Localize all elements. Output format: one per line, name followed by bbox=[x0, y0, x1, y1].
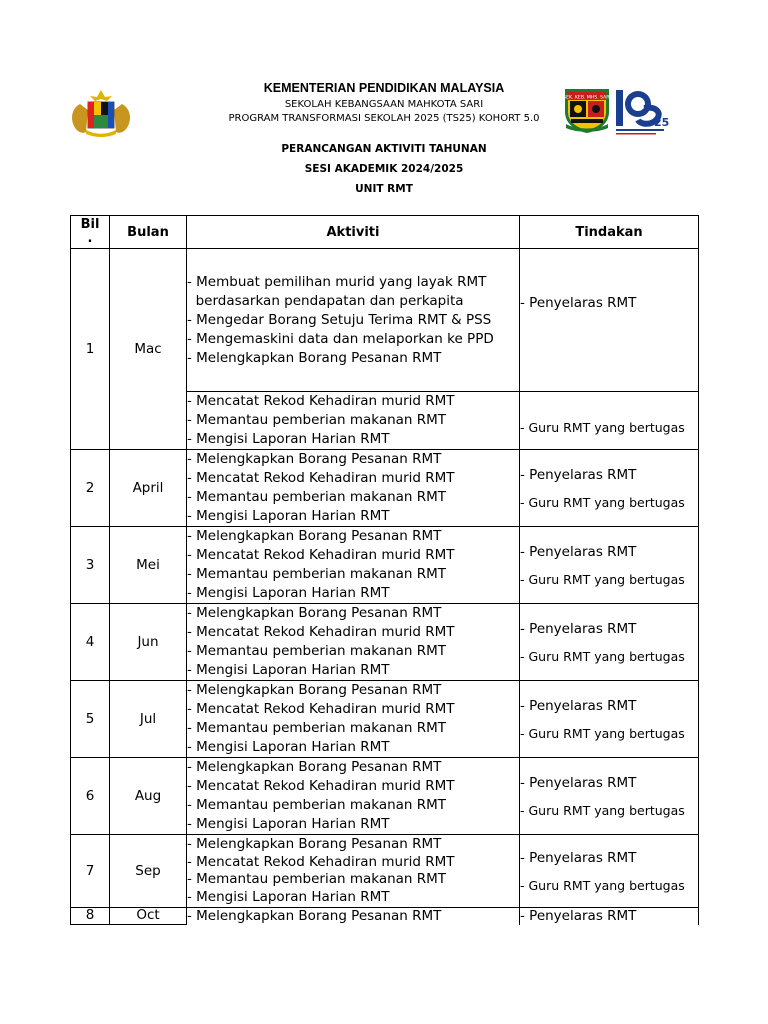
row-month: Mac bbox=[110, 249, 187, 450]
row-activities bbox=[187, 450, 520, 527]
table-row bbox=[71, 249, 699, 392]
table-row bbox=[71, 758, 699, 835]
row-action bbox=[520, 681, 699, 758]
activity-item: - Melengkapkan Borang Pesanan RMT bbox=[187, 836, 442, 852]
row-action bbox=[520, 758, 699, 835]
row-month: Aug bbox=[110, 758, 187, 835]
header-month: Bulan bbox=[110, 216, 187, 249]
program-name: PROGRAM TRANSFORMASI SEKOLAH 2025 (TS25) KOHORT 5.0 bbox=[228, 113, 540, 124]
activity-plan-table bbox=[70, 215, 699, 925]
row-activities bbox=[187, 249, 520, 392]
action-teacher: - Guru RMT yang bertugas bbox=[520, 495, 685, 510]
svg-text:25: 25 bbox=[654, 116, 670, 129]
activity-item: - Melengkapkan Borang Pesanan RMT bbox=[187, 349, 442, 366]
row-no: 8 bbox=[71, 908, 110, 925]
row-no: 3 bbox=[71, 527, 110, 604]
row-no: 1 bbox=[71, 249, 110, 450]
activity-item: - Mengisi Laporan Harian RMT bbox=[187, 508, 390, 524]
plan-title: PERANCANGAN AKTIVITI TAHUNAN bbox=[281, 143, 487, 155]
activity-item: - Mencatat Rekod Kehadiran murid RMT bbox=[187, 624, 455, 640]
activity-item: - Melengkapkan Borang Pesanan RMT bbox=[187, 528, 442, 544]
row-month: Sep bbox=[110, 835, 187, 908]
svg-text:SEK. KEB. MHS. SARI: SEK. KEB. MHS. SARI bbox=[563, 95, 611, 101]
activity-item: - Mengemaskini data dan melaporkan ke PPD bbox=[187, 330, 494, 347]
action-teacher: - Guru RMT yang bertugas bbox=[520, 726, 685, 741]
row-action bbox=[520, 908, 699, 925]
activity-item: - Mencatat Rekod Kehadiran murid RMT bbox=[187, 470, 455, 486]
activity-item: - Memantau pemberian makanan RMT bbox=[187, 720, 447, 736]
row-no: 4 bbox=[71, 604, 110, 681]
row-month: Jul bbox=[110, 681, 187, 758]
ts25-logo bbox=[614, 86, 670, 136]
activity-item: berdasarkan pendapatan dan perkapita bbox=[187, 292, 464, 309]
ministry-title: KEMENTERIAN PENDIDIKAN MALAYSIA bbox=[263, 81, 505, 95]
activity-item: - Mengisi Laporan Harian RMT bbox=[187, 585, 390, 601]
action-teacher: - Guru RMT yang bertugas bbox=[520, 420, 685, 435]
coat-of-arms-logo bbox=[66, 88, 136, 138]
row-action bbox=[520, 450, 699, 527]
activity-item: - Mengisi Laporan Harian RMT bbox=[187, 662, 390, 678]
row-activities bbox=[187, 604, 520, 681]
row-no: 6 bbox=[71, 758, 110, 835]
school-name: SEKOLAH KEBANGSAAN MAHKOTA SARI bbox=[284, 99, 484, 110]
action-teacher: - Guru RMT yang bertugas bbox=[520, 572, 685, 587]
action-coordinator: - Penyelaras RMT bbox=[520, 775, 637, 791]
activity-item: - Memantau pemberian makanan RMT bbox=[187, 566, 447, 582]
action-coordinator: - Penyelaras RMT bbox=[520, 908, 637, 925]
row-action bbox=[520, 249, 699, 392]
row-month: Oct bbox=[110, 908, 187, 925]
action-coordinator: - Penyelaras RMT bbox=[520, 850, 637, 866]
action-coordinator: - Penyelaras RMT bbox=[520, 544, 637, 560]
activity-item: - Mencatat Rekod Kehadiran murid RMT bbox=[187, 701, 455, 717]
activity-item: - Membuat pemilihan murid yang layak RMT bbox=[187, 273, 487, 290]
activity-item: - Melengkapkan Borang Pesanan RMT bbox=[187, 682, 442, 698]
table-row bbox=[71, 908, 699, 925]
activity-item: - Mengisi Laporan Harian RMT bbox=[187, 816, 390, 832]
row-action bbox=[520, 527, 699, 604]
activity-item: - Melengkapkan Borang Pesanan RMT bbox=[187, 908, 442, 925]
activity-item: - Mencatat Rekod Kehadiran murid RMT bbox=[187, 778, 455, 794]
activity-item: - Mengisi Laporan Harian RMT bbox=[187, 739, 390, 755]
activity-item: - Mengisi Laporan Harian RMT bbox=[187, 431, 390, 447]
action-teacher: - Guru RMT yang bertugas bbox=[520, 649, 685, 664]
header-activity: Aktiviti bbox=[187, 216, 520, 249]
table-row bbox=[71, 835, 699, 908]
row-no: 7 bbox=[71, 835, 110, 908]
row-activities bbox=[187, 908, 520, 925]
activity-item: - Memantau pemberian makanan RMT bbox=[187, 412, 447, 428]
row-month: Jun bbox=[110, 604, 187, 681]
activity-item: - Mencatat Rekod Kehadiran murid RMT bbox=[187, 393, 455, 409]
unit-title: UNIT RMT bbox=[355, 183, 413, 195]
table-row bbox=[71, 604, 699, 681]
row-month: Mei bbox=[110, 527, 187, 604]
row-activities bbox=[187, 527, 520, 604]
header-action: Tindakan bbox=[520, 216, 699, 249]
row-activities bbox=[187, 681, 520, 758]
activity-item: - Melengkapkan Borang Pesanan RMT bbox=[187, 451, 442, 467]
action-coordinator: - Penyelaras RMT bbox=[520, 621, 637, 637]
activity-item: - Memantau pemberian makanan RMT bbox=[187, 489, 447, 505]
table-row bbox=[71, 527, 699, 604]
activity-item: - Memantau pemberian makanan RMT bbox=[187, 871, 447, 887]
row-no: 5 bbox=[71, 681, 110, 758]
table-header-row bbox=[71, 216, 699, 249]
action-teacher: - Guru RMT yang bertugas bbox=[520, 878, 685, 893]
activity-item: - Mengisi Laporan Harian RMT bbox=[187, 888, 390, 905]
activity-item: - Mencatat Rekod Kehadiran murid RMT bbox=[187, 853, 455, 870]
table-row bbox=[71, 681, 699, 758]
action-coordinator: - Penyelaras RMT bbox=[520, 295, 637, 311]
school-badge-logo bbox=[562, 86, 612, 134]
activity-item: - Memantau pemberian makanan RMT bbox=[187, 643, 447, 659]
activity-item: - Mencatat Rekod Kehadiran murid RMT bbox=[187, 547, 455, 563]
activity-item: - Memantau pemberian makanan RMT bbox=[187, 797, 447, 813]
activity-item: - Mengedar Borang Setuju Terima RMT & PSS bbox=[187, 311, 492, 328]
table-row bbox=[71, 450, 699, 527]
row-action bbox=[520, 392, 699, 450]
activity-item: - Melengkapkan Borang Pesanan RMT bbox=[187, 605, 442, 621]
row-no: 2 bbox=[71, 450, 110, 527]
row-activities bbox=[187, 835, 520, 908]
action-coordinator: - Penyelaras RMT bbox=[520, 467, 637, 483]
action-teacher: - Guru RMT yang bertugas bbox=[520, 803, 685, 818]
row-month: April bbox=[110, 450, 187, 527]
header-no: Bil . bbox=[71, 216, 110, 249]
row-activities bbox=[187, 392, 520, 450]
session-title: SESI AKADEMIK 2024/2025 bbox=[304, 163, 464, 175]
action-coordinator: - Penyelaras RMT bbox=[520, 698, 637, 714]
row-action bbox=[520, 604, 699, 681]
row-action bbox=[520, 835, 699, 908]
activity-item: - Melengkapkan Borang Pesanan RMT bbox=[187, 759, 442, 775]
row-activities bbox=[187, 758, 520, 835]
